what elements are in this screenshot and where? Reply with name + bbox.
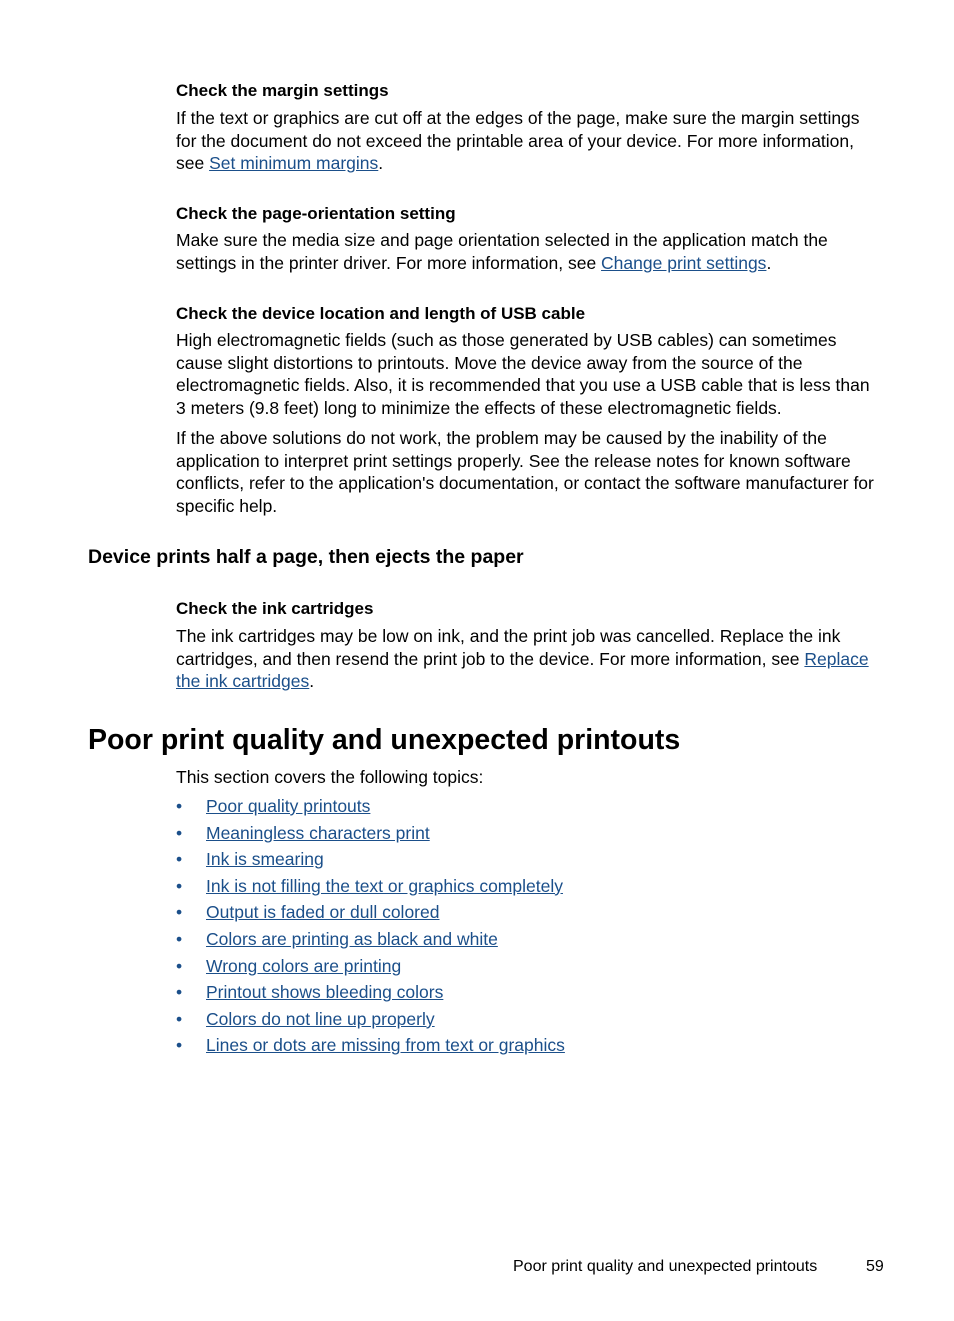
bullet-icon: •	[176, 1035, 183, 1056]
half-page-heading: Device prints half a page, then ejects the paper	[88, 546, 524, 568]
list-item	[176, 955, 565, 982]
poor-quality-title: Poor print quality and unexpected printouts	[88, 724, 681, 756]
page-orientation-paragraph	[176, 229, 876, 274]
topic-link[interactable]: Output is faded or dull colored	[206, 902, 440, 923]
ink-cartridges-text: The ink cartridges may be low on ink, and the print job was cancelled. Replace the ink cartridges, and then resend the print job to the device. For more information, see	[176, 626, 841, 669]
bullet-icon: •	[176, 875, 183, 896]
footer-title: Poor print quality and unexpected printouts	[513, 1258, 818, 1275]
list-item	[176, 795, 565, 822]
bullet-icon: •	[176, 955, 183, 976]
list-item	[176, 822, 565, 849]
ink-cartridges-paragraph	[176, 625, 876, 693]
topic-link[interactable]: Colors do not line up properly	[206, 1008, 435, 1029]
margin-settings-paragraph	[176, 107, 876, 175]
margin-settings-period: .	[378, 153, 384, 173]
list-item	[176, 981, 565, 1008]
margin-settings-heading: Check the margin settings	[176, 81, 389, 100]
topic-link[interactable]: Ink is not filling the text or graphics completely	[206, 875, 563, 896]
list-item	[176, 901, 565, 928]
bullet-icon: •	[176, 902, 183, 923]
solutions-paragraph: If the above solutions do not work, the problem may be caused by the inability of the application to interpret print settings properly. See the release notes for known software conflicts, refer to the application's documentation, or contact the software manufacturer for specific help.	[176, 428, 874, 516]
topic-link[interactable]: Colors are printing as black and white	[206, 928, 498, 949]
replace-ink-cartridges-link[interactable]: Replace the ink cartridges	[176, 648, 869, 691]
bullet-icon: •	[176, 982, 183, 1003]
topic-link[interactable]: Ink is smearing	[206, 849, 324, 870]
change-print-settings-link[interactable]: Change print settings	[601, 252, 767, 273]
list-item	[176, 875, 565, 902]
topics-list	[176, 795, 565, 1061]
bullet-icon: •	[176, 849, 183, 870]
margin-settings-text: If the text or graphics are cut off at the edges of the page, make sure the margin settings for the document do not exceed the printable area of your device. For more information, see	[176, 108, 860, 173]
topic-link[interactable]: Poor quality printouts	[206, 796, 371, 816]
page-number: 59	[866, 1258, 884, 1275]
ink-cartridges-period: .	[309, 671, 315, 691]
page-orientation-period: .	[766, 252, 772, 273]
list-item	[176, 928, 565, 955]
page-orientation-heading: Check the page-orientation setting	[176, 204, 456, 223]
page-orientation-text: Make sure the media size and page orientation selected in the application match the settings in the printer driver. For more information, see	[176, 230, 828, 273]
usb-cable-heading: Check the device location and length of USB cable	[176, 304, 586, 323]
ink-cartridges-heading: Check the ink cartridges	[176, 599, 374, 618]
bullet-icon: •	[176, 1008, 183, 1029]
set-minimum-margins-link[interactable]: Set minimum margins	[209, 153, 379, 173]
topics-intro: This section covers the following topics:	[176, 767, 484, 787]
list-item	[176, 1034, 565, 1061]
list-item	[176, 1008, 565, 1035]
topic-link[interactable]: Wrong colors are printing	[206, 955, 402, 976]
topic-link[interactable]: Meaningless characters print	[206, 822, 430, 843]
bullet-icon: •	[176, 928, 183, 949]
topic-link[interactable]: Lines or dots are missing from text or graphics	[206, 1035, 565, 1056]
topic-link[interactable]: Printout shows bleeding colors	[206, 982, 444, 1003]
list-item	[176, 848, 565, 875]
bullet-icon: •	[176, 796, 183, 816]
usb-cable-paragraph: High electromagnetic fields (such as those generated by USB cables) can sometimes cause slight distortions to printouts. Move the device away from the source of the electromagnetic fields. Also, it is recommended that you use a USB cable that is less than 3 meters (9.8 feet) long to minimize the effects of these electromagnetic fields.	[176, 330, 870, 418]
bullet-icon: •	[176, 822, 183, 843]
